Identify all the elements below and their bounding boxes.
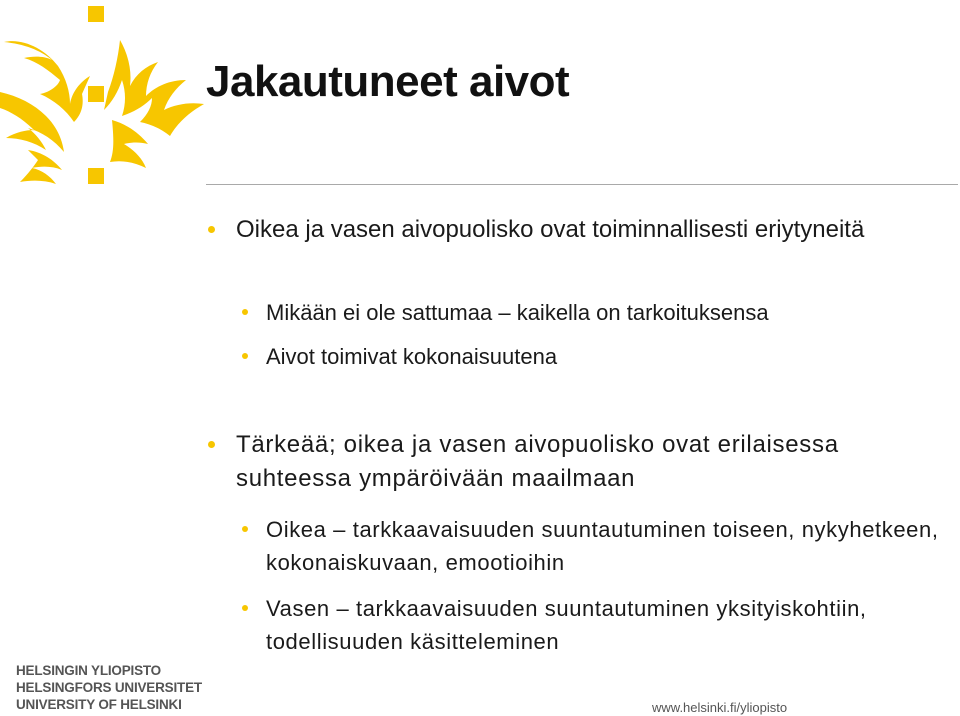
bullet-dot-icon	[208, 441, 215, 448]
bullet-text: Mikään ei ole sattumaa – kaikella on tarkoituksensa	[266, 300, 769, 325]
bullet-text: Vasen – tarkkaavaisuuden suuntautuminen yksityiskohtiin, todellisuuden käsitteleminen	[266, 596, 867, 654]
bullet-dot-icon	[242, 526, 248, 532]
university-name	[16, 662, 202, 713]
university-name-sv: HELSINGFORS UNIVERSITET	[16, 680, 202, 695]
bullet-dot-icon	[208, 226, 215, 233]
sub-bullet-item	[266, 513, 946, 579]
sub-bullet-item	[266, 296, 926, 329]
university-name-en: UNIVERSITY OF HELSINKI	[16, 697, 182, 712]
bullet-dot-icon	[242, 353, 248, 359]
sub-bullet-item	[266, 340, 926, 373]
bullet-item	[236, 213, 926, 247]
bullet-text: Oikea ja vasen aivopuolisko ovat toiminnallisesti eriytyneitä	[236, 216, 865, 243]
bullet-dot-icon	[242, 309, 248, 315]
bullet-item	[236, 428, 926, 496]
footer-url: www.helsinki.fi/yliopisto	[652, 700, 788, 715]
bullet-dot-icon	[242, 605, 248, 611]
bullet-text: Oikea – tarkkaavaisuuden suuntautuminen toiseen, nykyhetkeen, kokonaiskuvaan, emootioihin	[266, 517, 939, 575]
bullet-text: Aivot toimivat kokonaisuutena	[266, 344, 558, 369]
bullet-text: Tärkeää; oikea ja vasen aivopuolisko ovat erilaisessa suhteessa ympäröivään maailmaan	[236, 431, 839, 492]
slide-title: Jakautuneet aivot	[206, 57, 570, 106]
university-name-fi: HELSINGIN YLIOPISTO	[16, 663, 161, 678]
sub-bullet-item	[266, 592, 946, 658]
